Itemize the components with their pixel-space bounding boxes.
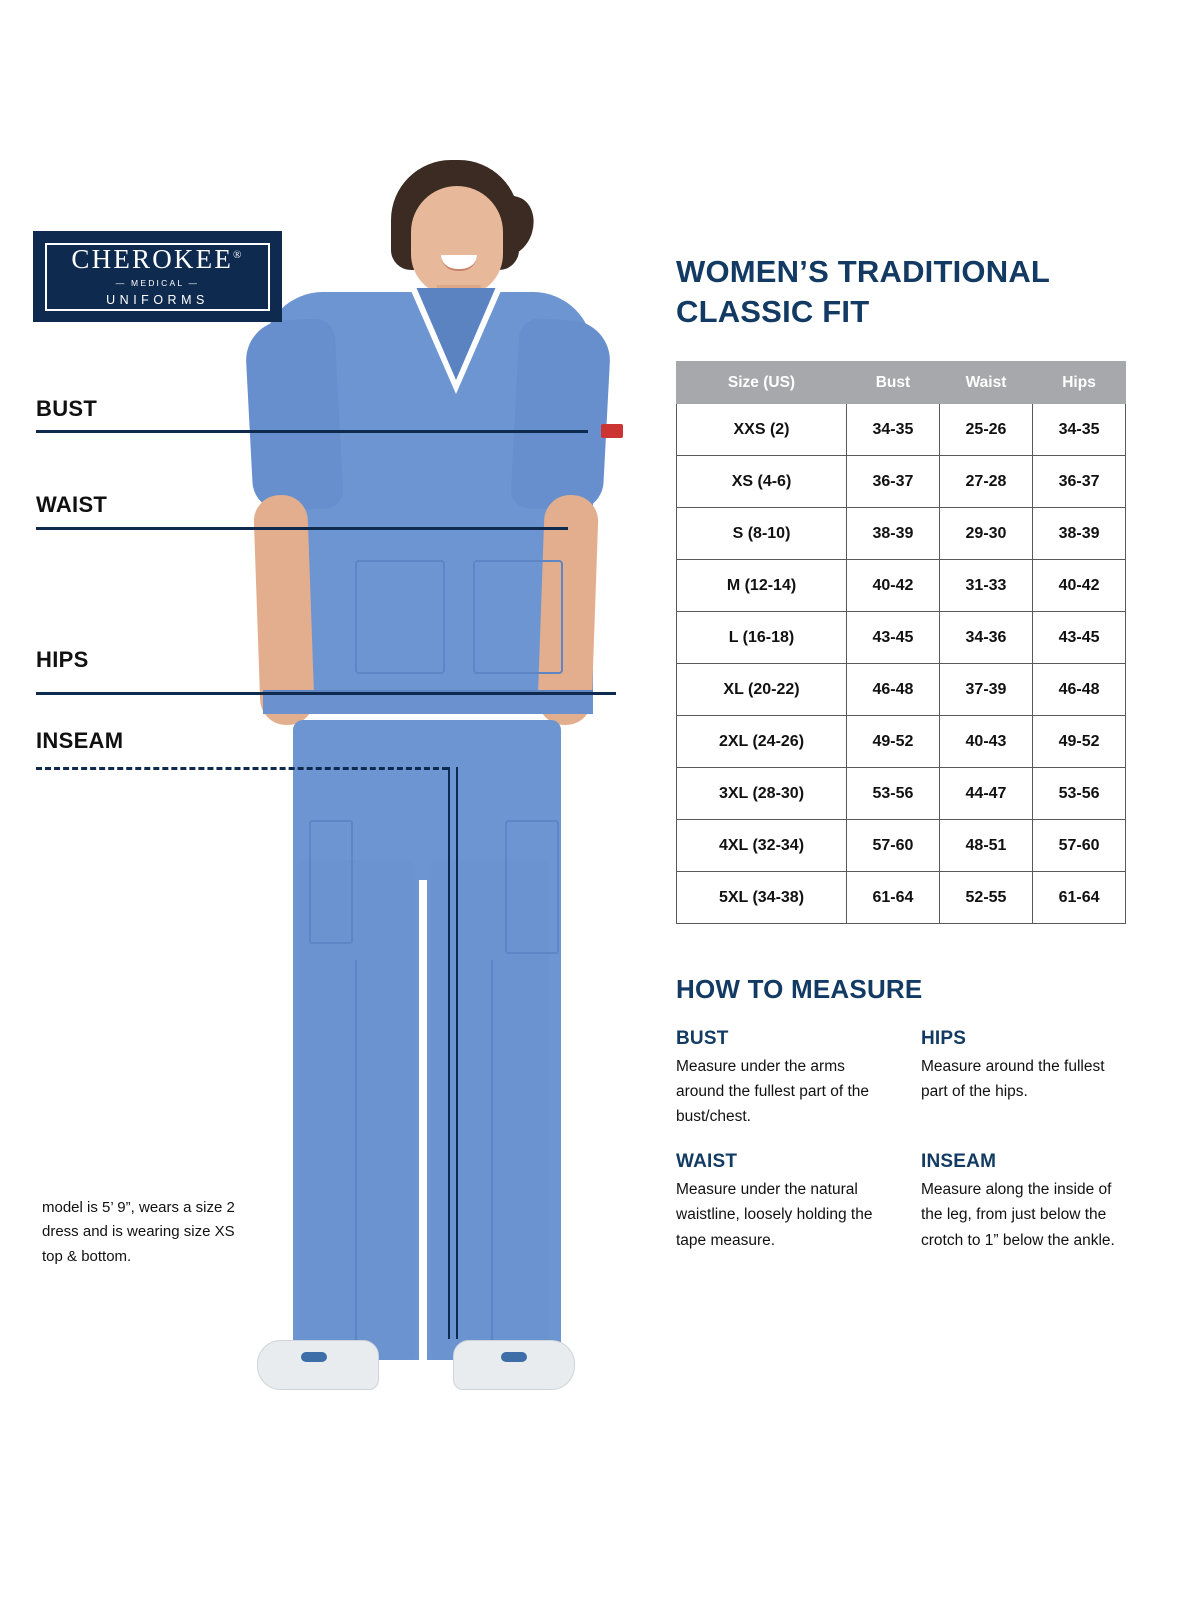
- page-title: WOMEN’S TRADITIONAL CLASSIC FIT: [676, 254, 1050, 329]
- cell-hips: 61-64: [1033, 872, 1126, 924]
- cell-waist: 27-28: [939, 456, 1032, 508]
- scrub-top-pocket-left: [355, 560, 445, 674]
- measure-item-title: WAIST: [676, 1151, 738, 1173]
- table-row: [677, 768, 1126, 820]
- table-row: [677, 664, 1126, 716]
- cell-waist: 34-36: [939, 612, 1032, 664]
- cell-waist: 25-26: [939, 404, 1032, 456]
- table-row: [677, 560, 1126, 612]
- measure-item-hips: [921, 1028, 1126, 1129]
- scrub-pants-crease-left: [355, 960, 357, 1340]
- scrub-pants-pocket-left: [309, 820, 353, 944]
- cell-bust: 61-64: [846, 872, 939, 924]
- model-note: model is 5’ 9”, wears a size 2 dress and is wearing size XS top & bottom.: [42, 1199, 235, 1265]
- table-row: [677, 456, 1126, 508]
- measure-item-waist: [676, 1151, 921, 1252]
- table-row: [677, 716, 1126, 768]
- measure-item-bust: [676, 1028, 921, 1129]
- table-row: [677, 508, 1126, 560]
- cell-size: 2XL (24-26): [677, 716, 847, 768]
- callout-line-inseam: [36, 767, 448, 770]
- scrub-top-pocket-right: [473, 560, 563, 674]
- callout-line-waist: [36, 527, 568, 530]
- scrub-top-sleeve-left: [244, 318, 344, 512]
- callout-label-waist: WAIST: [36, 492, 108, 517]
- cell-waist: 40-43: [939, 716, 1032, 768]
- cherokee-logo: [33, 231, 282, 322]
- brand-flag-label: [601, 424, 623, 438]
- cell-bust: 40-42: [846, 560, 939, 612]
- measure-item-text: Measure under the arms around the fullest part of the bust/chest.: [676, 1058, 870, 1126]
- measure-item-text: Measure along the inside of the leg, from just below the crotch to 1” below the ankle.: [921, 1181, 1115, 1249]
- cell-bust: 49-52: [846, 716, 939, 768]
- cell-waist: 52-55: [939, 872, 1032, 924]
- logo-brand-text: CHEROKEE: [71, 244, 234, 274]
- cell-waist: 48-51: [939, 820, 1032, 872]
- logo-medical-text: — MEDICAL —: [115, 278, 200, 288]
- how-to-measure-grid: [676, 1028, 1126, 1253]
- callout-inseam-vertical-right: [456, 767, 458, 1339]
- callout-label-hips: HIPS: [36, 647, 89, 672]
- size-chart-head: [677, 362, 1126, 404]
- measure-item-title: HIPS: [921, 1028, 967, 1049]
- callout-line-bust: [36, 430, 588, 433]
- measure-item-text: Measure under the natural waistline, loosely holding the tape measure.: [676, 1181, 873, 1249]
- callout-label-bust: BUST: [36, 396, 98, 421]
- shoe-detail-right: [501, 1352, 527, 1362]
- col-header-waist: Waist: [939, 362, 1032, 404]
- size-chart-body: [677, 404, 1126, 924]
- cell-hips: 38-39: [1033, 508, 1126, 560]
- cell-size: 5XL (34-38): [677, 872, 847, 924]
- cell-hips: 36-37: [1033, 456, 1126, 508]
- scrub-pants-crease-right: [491, 960, 493, 1340]
- callout-inseam-vertical-left: [448, 767, 450, 1339]
- cell-hips: 53-56: [1033, 768, 1126, 820]
- cell-waist: 31-33: [939, 560, 1032, 612]
- table-row: [677, 404, 1126, 456]
- model-photo: [205, 0, 635, 1425]
- col-header-size: Size (US): [677, 362, 847, 404]
- cell-size: 4XL (32-34): [677, 820, 847, 872]
- cell-hips: 43-45: [1033, 612, 1126, 664]
- table-header-row: [677, 362, 1126, 404]
- cell-waist: 44-47: [939, 768, 1032, 820]
- cell-hips: 40-42: [1033, 560, 1126, 612]
- cell-bust: 36-37: [846, 456, 939, 508]
- logo-trademark: ®: [233, 249, 244, 261]
- model-face: [411, 186, 503, 296]
- scrub-pants-pocket-right: [505, 820, 559, 954]
- cell-bust: 43-45: [846, 612, 939, 664]
- measure-item-text: Measure around the fullest part of the hips.: [921, 1058, 1105, 1101]
- table-row: [677, 872, 1126, 924]
- logo-uniforms-text: UNIFORMS: [106, 293, 209, 307]
- measure-item-inseam: [921, 1151, 1126, 1252]
- scrub-pants-leg-gap: [419, 880, 427, 1360]
- model-shoe-right: [453, 1340, 575, 1390]
- cell-size: XS (4-6): [677, 456, 847, 508]
- logo-inner-frame: [45, 243, 270, 311]
- col-header-hips: Hips: [1033, 362, 1126, 404]
- col-header-bust: Bust: [846, 362, 939, 404]
- how-to-measure-heading: HOW TO MEASURE: [676, 974, 923, 1004]
- measure-item-title: INSEAM: [921, 1151, 997, 1173]
- cell-waist: 37-39: [939, 664, 1032, 716]
- table-row: [677, 612, 1126, 664]
- shoe-detail-left: [301, 1352, 327, 1362]
- cell-size: 3XL (28-30): [677, 768, 847, 820]
- cell-bust: 53-56: [846, 768, 939, 820]
- size-chart-table: [676, 361, 1126, 924]
- cell-hips: 46-48: [1033, 664, 1126, 716]
- measure-item-title: BUST: [676, 1028, 729, 1049]
- cell-hips: 34-35: [1033, 404, 1126, 456]
- cell-size: S (8-10): [677, 508, 847, 560]
- callout-line-hips: [36, 692, 616, 695]
- cell-waist: 29-30: [939, 508, 1032, 560]
- cell-bust: 38-39: [846, 508, 939, 560]
- cell-size: L (16-18): [677, 612, 847, 664]
- cell-size: M (12-14): [677, 560, 847, 612]
- cell-bust: 57-60: [846, 820, 939, 872]
- cell-bust: 34-35: [846, 404, 939, 456]
- cell-size: XL (20-22): [677, 664, 847, 716]
- scrub-top-sleeve-right: [510, 318, 612, 513]
- cell-bust: 46-48: [846, 664, 939, 716]
- cell-hips: 57-60: [1033, 820, 1126, 872]
- logo-brand-name: [71, 246, 243, 273]
- callout-label-inseam: INSEAM: [36, 728, 124, 753]
- cell-hips: 49-52: [1033, 716, 1126, 768]
- cell-size: XXS (2): [677, 404, 847, 456]
- model-shoe-left: [257, 1340, 379, 1390]
- table-row: [677, 820, 1126, 872]
